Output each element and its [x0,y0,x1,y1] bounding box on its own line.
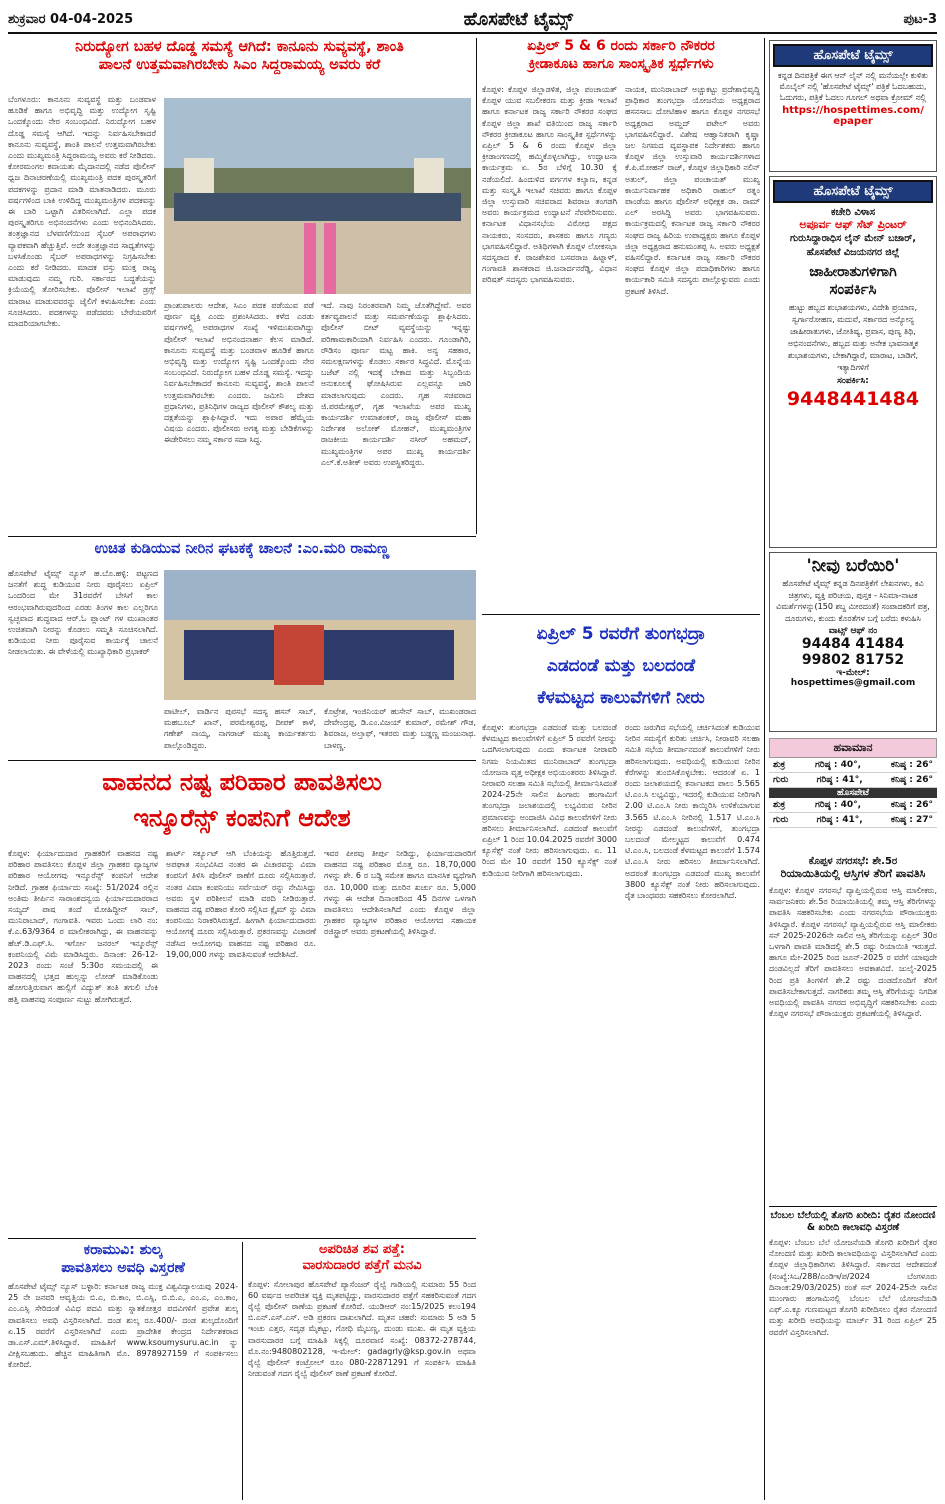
article3-col1: ಹೊಸಪೇಟೆ ಟೈಮ್ಸ್ ನ್ಯೂಸ್ ಹ.ಬೊ.ಹಳ್ಳಿ: ಪಟ್ಟಣದ ಜನತೆಗೆ ಶುದ್ಧ ಕುಡಿಯುವ ನೀರು ಪೂರೈಸಲು ಏಪ್ರಿಲ್ ಒಂದರಿಂದ ಮೇ 31ರವರೆಗೆ ಬೇಸಿಗೆ ಕಾಲ ಆರಂಭವಾಗಿರುವುದರಿಂದ ಎರಡು ತಿಂಗಳ ಕಾಲ ಎಲ್ಲರಿಗೂ ಸ್ವಚ್ಛವಾದ ಶುದ್ಧವಾದ ಆರ್.ಓ ಪ್ಲಾಂಟ್ ಗಳ ಮುಖಾಂತರ ಉಚಿತವಾಗಿ ನೀರನ್ನು ಕೊಡಲು ಸಮ್ಮತಿ ಸೂಚಿಸಲಾಗಿದೆ. ಕುಡಿಯುವ ನೀರು ಪೂರೈಸುವ ಕಾರ್ಯಕ್ಕೆ ಚಾಲನೆ ನೀಡಲಾಯಿತು. ಈ ವೇಳೆಯಲ್ಲಿ ಮುಖ್ಯಾಧಿಕಾರಿ ಪ್ರಭಾಕರ್ [8,569,158,657]
weather-row-1b [769,773,937,788]
whatsapp-phone-1[interactable]: 94484 41484 [801,636,905,652]
weather-min: ಕನಿಷ್ಠ : 27° [890,815,933,825]
weather-max: ಗರಿಷ್ಠ : 40°, [815,800,862,810]
article-govt-sports-meet [482,38,760,614]
article2-headline-line2: ಕ್ರೀಡಾಕೂಟ ಹಾಗೂ ಸಾಂಸ್ಕೃತಿಕ ಸ್ಪರ್ಧೆಗಳು [528,55,714,72]
weather-row-1a [769,758,937,773]
article7-body: ಕೊಪ್ಪಳ: ಸೋಲಾಪುರ ಹೊಸಪೇಟೆ ಪ್ಯಾಸೆಂಜರ್ ರೈಲ್ವೆ ಗಾಡಿಯಲ್ಲಿ ಸುಮಾರು 55 ರಿಂದ 60 ವರ್ಷದ ಅಪರಿಚಿತ ವ್ಯಕ್ತಿ ಮೃತಪಟ್ಟಿದ್ದು, ವಾರಸುದಾರರ ಪತ್ತೆಗೆ ಸಹಕರಿಸುವಂತೆ ಗದಗ ರೈಲ್ವೆ ಪೊಲೀಸ್ ಠಾಣೆಯ ಪ್ರಕಟಣೆ ಕೋರಿದೆ. ಯುಡಿಆರ್ ನಂ:15/2025 ಕಲಂ194 ಬಿ.ಎನ್.ಎಸ್.ಎಸ್. ಅಡಿ ಪ್ರಕರಣ ದಾಖಲಾಗಿದೆ. ಮೃತನ ಚಹರೆ: ಸುಮಾರು 5 ಅಡಿ 5 ಇಂಚು ಎತ್ತರ, ಸದೃಢ ಮೈಕಟ್ಟು, ಗೋಧಿ ಮೈಬಣ್ಣ, ದುಂಡು ಮುಖ. ಈ ಮೃತ ವ್ಯಕ್ತಿಯ ವಾರಸುದಾರರ ಬಗ್ಗೆ ಮಾಹಿತಿ ಸಿಕ್ಕಲ್ಲಿ ದೂರವಾಣಿ ಸಂಖ್ಯೆ: 08372-278744, ಮೊ.ನಂ:9480802128, ಇ-ಮೇಲ್: gadagrly@ksp.gov.in ಅಥವಾ ರೈಲ್ವೆ ಪೊಲೀಸ್ ಕಂಟ್ರೋಲ್ ರೂಂ 080-22871291 ಗೆ ಸಂಪರ್ಕಿಸಿ ಮಾಹಿತಿ ನೀಡುವಂತೆ ಗದಗ ರೈಲ್ವೆ ಪೊಲೀಸ್ ಠಾಣೆ ಪ್ರಕಟಣೆ ಕೋರಿದೆ. [248,1279,476,1379]
article-insurance-order [8,764,476,1236]
weather-box [769,738,937,850]
weather-max: ಗರಿಷ್ಠ : 41°, [816,775,863,785]
article5-col1: ಕೊಪ್ಪಳ: ತುಂಗಭದ್ರಾ ಎಡದಂಡೆ ಮತ್ತು ಬಲದಂಡೆ ಕೆಳಮಟ್ಟದ ಕಾಲುವೆಗಳಿಗೆ ಏಪ್ರಿಲ್ 5 ರವರೆಗೆ ನೀರನ್ನು ಒದಗಿಸಲಾಗುವುದು ಎಂದು ಕರ್ನಾಟಕ ನೀರಾವರಿ ನಿಗಮ ನಿಯಮಿತದ ಮುನಿರಾಬಾದ್ ತುಂಗಭದ್ರಾ ಯೋಜನಾ ವೃತ್ತ ಅಧೀಕ್ಷಕ ಅಭಿಯಂತರರು ತಿಳಿಸಿದ್ದಾರೆ. ನೀರಾವರಿ ಸಲಹಾ ಸಮಿತಿ ಸಭೆಯಲ್ಲಿ ತೀರ್ಮಾನಿಸಿದಂತೆ 2024-25ನೇ ಸಾಲಿನ ಹಿಂಗಾರು ಹಂಗಾಮಿಗೆ ತುಂಗಭದ್ರಾ ಜಲಾಶಯದಲ್ಲಿ ಲಭ್ಯವಿರುವ ನೀರಿನ ಪ್ರಮಾಣವನ್ನು ಅಂದಾಜಿಸಿ ವಿವಿಧ ಕಾಲುವೆಗಳಿಗೆ ನೀರು ಹರಿಸಲು ತೀರ್ಮಾನಿಸಲಾಗಿದೆ. ಎಡದಂಡೆ ಕಾಲುವೆಗೆ ಏಪ್ರಿಲ್ 1 ರಿಂದ 10.04.2025 ರವರೆಗೆ 3000 ಕ್ಯೂಸೆಕ್ಸ್ ನಂತೆ ನೀರು ಹರಿಸಲಾಗುವುದು. ಏ. 11 ರಿಂದ ಮೇ 10 ರವರೆಗೆ 150 ಕ್ಯೂಸೆಕ್ಸ್ ನಂತೆ ಕುಡಿಯುವ ನೀರಿಗಾಗಿ ಹರಿಸಲಾಗುವುದು. [482,723,617,878]
article1-col3: ಇದೆ. ನಾವು ನಿರಂತರವಾಗಿ ನಿಮ್ಮ ಜೊತೆಗಿದ್ದೇವೆ. ಅವರ ಕರ್ತವ್ಯಪಾಲನೆ ಮತ್ತು ಸಮರ್ಪಣೆಯನ್ನು ಶ್ಲಾಘಿಸಿದರು. ಪೊಲೀಸ್ ಬೀಟ್ ವ್ಯವಸ್ಥೆಯನ್ನು ಇನ್ನಷ್ಟು ಪರಿಣಾಮಕಾರಿಯಾಗಿ ನಿರ್ವಹಿಸಿ ಎಂದರು. ಗೂಂಡಾಗಿರಿ, ರೌಡಿಸಂ ಪೂರ್ಣ ಮಟ್ಟ ಹಾಕಿ. ಅನ್ಯ ಸಹಕಾರ, ಸಮಲಕ್ಷಣಗಳನ್ನು ಕೊಡಲು ಸರ್ಕಾರ ಸಿದ್ಧವಿದೆ. ಮೊನ್ನೆಯ ಬಜೆಟ್ ನಲ್ಲಿ ಇದಕ್ಕೆ ಬೇಕಾದ ಮತ್ತು ಸಿಬ್ಬಂದಿಯ ಅನುಕೂಲಕ್ಕೆ ಘೋಷಿಸಿರುವ ಎಲ್ಲವನ್ನೂ ಜಾರಿ ಮಾಡಲಾಗುವುದು ಎಂದರು. ಗೃಹ ಸಚಿವರಾದ ಜಿ.ಪರಮೇಶ್ವರ್, ಗೃಹ ಇಲಾಖೆಯ ಅಪರ ಮುಖ್ಯ ಕಾರ್ಯದರ್ಶಿ ಉಮಾಶಂಕರ್, ರಾಜ್ಯ ಪೊಲೀಸ್ ಮಹಾ ನಿರ್ದೇಶಕ ಅಲೋಕ್ ಮೋಹನ್, ಮುಖ್ಯಮಂತ್ರಿಗಳ ರಾಜಕೀಯ ಕಾರ್ಯದರ್ಶಿ ನಸೀರ್ ಅಹಮದ್, ಮುಖ್ಯಮಂತ್ರಿಗಳ ಅಪರ ಮುಖ್ಯ ಕಾರ್ಯದರ್ಶಿ ಎಲ್.ಕೆ.ಅತೀಕ್ ಅವರು ಉಪಸ್ಥಿತರಿದ್ದರು. [321,301,471,467]
article1-col2: ಪ್ರಾಂಶುಪಾಲರು ಆದೇಶ, ಸಿಎಂ ಪದಕ ಪಡೆಯುವ ಪಡೆ ಪೂರ್ಣ ವ್ಯಕ್ತಿ ಎಂದು ಪ್ರಶಂಸಿಸಿದರು. ಕಳೆದ ಎರಡು ವರ್ಷಗಳಲ್ಲಿ ಅಪರಾಧಗಳ ಸಂಖ್ಯೆ ಇಳಿಮುಖವಾಗಿದ್ದು ಪೊಲೀಸ್ ಇಲಾಖೆ ಅಭಿನಂದನಾರ್ಹ ಕೆಲಸ ಮಾಡಿದೆ. ಕಾನೂನು ಸುವ್ಯವಸ್ಥೆ ಮತ್ತು ಬಂಡವಾಳ ಹೂಡಿಕೆ ಹಾಗೂ ಅಭಿವೃದ್ಧಿ ಮತ್ತು ಉದ್ಯೋಗ ಸೃಷ್ಟಿ ಒಂದಕ್ಕೊಂದು ನೇರ ಸಂಬಂಧವಿದೆ. ನಿರುದ್ಯೋಗ ಬಹಳ ದೊಡ್ಡ ಸಮಸ್ಯೆ. ಇದನ್ನು ನಿರ್ವಹಿಸಬೇಕಾದರೆ ಕಾನೂನು ಸುವ್ಯವಸ್ಥೆ, ಶಾಂತಿ ಪಾಲನೆ ಉತ್ತಮವಾಗಿರಬೇಕು ಎಂದರು. ಜಮೀನಿ ದೇಶದ ಪ್ರಧಾನಿಗಳು, ಪ್ರತಿನಿಧಿಗಳ ರಾಜ್ಯದ ಪೊಲೀಸ್ ಕೌಶಲ್ಯ ಮತ್ತು ದಕ್ಷತೆಯನ್ನು ಶ್ಲಾಘಿಸಿದ್ದಾರೆ. ಇದು ಅಪಾರ ಹೆಮ್ಮೆಯ ವಿಷಯ ಎಂದರು. ಪೊಲೀಸರು ಅಗತ್ಯ ಮತ್ತು ಬೇಡಿಕೆಗಳನ್ನು ಈಡೇರಿಸಲು ನಮ್ಮ ಸರ್ಕಾರ ಸದಾ ಸಿದ್ಧ. [164,301,314,445]
whatsapp-phone-2[interactable]: 99802 81752 [801,652,905,668]
article1-headline-line2: ಪಾಲನೆ ಉತ್ತಮವಾಗಿರಬೇಕು ಸಿಎಂ ಸಿದ್ದರಾಮಯ್ಯ ಅವರು ಕರೆ [98,57,381,74]
toor-dal-headline: ಬೆಂಬಲ ಬೆಲೆಯಲ್ಲಿ ತೊಗರಿ ಖರೀದಿ: ರೈತರ ನೋಂದಣಿ & ಖರೀದಿ ಕಾಲಾವಧಿ ವಿಸ್ತರಣೆ [770,1210,936,1233]
article1-headline-line1: ನಿರುದ್ಯೋಗ ಬಹಳ ದೊಡ್ಡ ಸಮಸ್ಯೆ ಆಗಿದೆ: ಕಾನೂನು ಸುವ್ಯವಸ್ಥೆ, ಶಾಂತಿ [75,39,404,55]
group-photo-illustration [164,570,476,700]
weather-max: ಗರಿಷ್ಠ : 40°, [815,760,862,770]
you-write-title: 'ನೀವು ಬರೆಯಿರಿ' [806,556,900,576]
article6-headline-line2: ಪಾವತಿಸಲು ಅವಧಿ ವಿಸ್ತರಣೆ [61,1259,185,1276]
sidebar-toor-dal-story [769,1210,937,1500]
article5-headline-line2: ಎಡದಂಡೆ ಮತ್ತು ಬಲದಂಡೆ [546,656,696,676]
article-ksou-fee [8,1242,238,1500]
police-parade-photo [164,98,471,294]
weather-min: ಕನಿಷ್ಠ : 26° [890,760,933,770]
weather-min: ಕನಿಷ್ಠ : 26° [890,800,933,810]
ads-services-list: ಹುಟ್ಟು ಹಬ್ಬದ ಶುಭಾಶಯಗಳು, ವಿದೇಶಿ ಪ್ರಯಾಣ, ಸ್ವರ್ಗಾರೋಹಣ, ಮದುವೆ, ಸರ್ಕಾರದ ಅನ್ಯೋನ್ಯ ಜಾಹೀರಾತುಗಳು, ಜೋತಿಷ್ಯ, ಪ್ರವಾಸ, ಪುಣ್ಯ ತಿಥಿ, ಅಭಿನಂದನೆಗಳು, ಹಬ್ಬದ ಮತ್ತು ಅನೇಕ ಭಾವನಾತ್ಮಕ ಶುಭಾಶಯಗಳು, ಬೇಕಾಗಿದ್ದಾರೆ, ಮಾರಾಟ, ಬಾಡಿಗೆ, ಇತ್ಯಾದಿಗಳಿಗೆ [787,303,919,372]
sidebar-ad-contact [769,176,937,548]
article4-headline-line1: ವಾಹನದ ನಷ್ಟ ಪರಿಹಾರ ಪಾವತಿಸಲು [102,768,382,796]
office-address-label: ಕಚೇರಿ ವಿಳಾಸ [830,207,876,218]
weather-day: ಶುಕ್ರ [773,800,786,810]
article6-headline-line1: ಕರಾಮುವಿ: ಶುಲ್ಕ [83,1242,163,1258]
sidebar-epaper-ad [769,40,937,172]
article4-headline-line2: ಇನ್ಶೂರೆನ್ಸ್ ಕಂಪನಿಗೆ ಆದೇಶ [133,804,351,832]
office-address: ಗುರುಸಿದ್ದಾರಾಧಿಸ ಲೈನ್ ಮೇನ್ ಬಜಾರ್, ಹೊಸಪೇಟೆ ವಿಜಯನಗರ ಜಿಲ್ಲೆ [790,233,916,258]
water-unit-inauguration-photo [164,570,476,700]
paper-name: ಹೊಸಪೇಟೆ ಟೈಮ್ಸ್ [463,8,574,30]
weather-day: ಶುಕ್ರ [773,760,786,770]
column-divider [242,1242,244,1500]
article3-col2: ಪಾಟೀಲ್, ವಾರ್ಡಿನ ಪುರಸಭೆ ಸದಸ್ಯ ಹಸನ್ ಸಾಬ್, ಮಹಬೂಬ್ ಖಾನ್, ಪರಮೇಶ್ವರಪ್ಪ, ದೀಪಕ್ ಕಾಳೆ, ಗಣೇಶ್ ನಾಯ್ಕ, ನಾಗರಾಜ್ ಮುಖ್ಯ ಕಾರ್ಯಕರ್ತರು ಪಾಲ್ಗೊಂಡಿದ್ದರು. [164,707,316,750]
article2-col1: ಕೊಪ್ಪಳ: ಕೊಪ್ಪಳ ಜಿಲ್ಲಾಡಳಿತ, ಜಿಲ್ಲಾ ಪಂಚಾಯತ್ ಕೊಪ್ಪಳ ಯುವ ಸಬಲೀಕರಣ ಮತ್ತು ಕ್ರೀಡಾ ಇಲಾಖೆ ಹಾಗೂ ಕರ್ನಾಟಕ ರಾಜ್ಯ ಸರ್ಕಾರಿ ನೌಕರರ ಸಂಘದ ಕೊಪ್ಪಳ ಜಿಲ್ಲಾ ಶಾಖೆ ವತಿಯಿಂದ ರಾಜ್ಯ ಸರ್ಕಾರಿ ನೌಕರರ ಕ್ರೀಡಾಕೂಟ ಹಾಗೂ ಸಾಂಸ್ಕೃತಿಕ ಸ್ಪರ್ಧೆಗಳನ್ನು ಏಪ್ರಿಲ್ 5 & 6 ರಂದು ಕೊಪ್ಪಳ ಜಿಲ್ಲಾ ಕ್ರೀಡಾಂಗಣದಲ್ಲಿ ಹಮ್ಮಿಕೊಳ್ಳಲಾಗಿದ್ದು, ಉದ್ಘಾಟನಾ ಕಾರ್ಯಕ್ರಮ ಏ. 5ರ ಬೆಳಿಗ್ಗೆ 10.30 ಕ್ಕೆ ನಡೆಯಲಿದೆ. ಹಿಂದುಳಿದ ವರ್ಗಗಳ ಕಲ್ಯಾಣ, ಕನ್ನಡ ಮತ್ತು ಸಂಸ್ಕೃತಿ ಇಲಾಖೆ ಸಚಿವರು ಹಾಗೂ ಕೊಪ್ಪಳ ಜಿಲ್ಲಾ ಉಸ್ತುವಾರಿ ಸಚಿವರಾದ ಶಿವರಾಜ ತಂಗಡಗಿ ಅವರು ಕಾರ್ಯಕ್ರಮದ ಉದ್ಘಾಟನೆ ನೆರವೇರಿಸುವರು. ಕರ್ನಾಟಕ ವಿಧಾನಸಭೆಯ ವಿರೋಧ ಪಕ್ಷದ ನಾಯಕರು, ಸಂಸದರು, ಶಾಸಕರು ಹಾಗೂ ಗಣ್ಯರು ಭಾಗವಹಿಸಲಿದ್ದಾರೆ. ಅತಿಥಿಗಳಾಗಿ ಕೊಪ್ಪಳ ಲೋಕಸಭಾ ಸದಸ್ಯರಾದ ಕೆ. ರಾಜಶೇಖರ ಬಸವರಾಜ ಹಿಟ್ನಾಳ್, ಗಂಗಾವತಿ ಶಾಸಕರಾದ ಜಿ.ಜನಾರ್ದನರೆಡ್ಡಿ, ವಿಧಾನ ಪರಿಷತ್ ಸದಸ್ಯರು ಭಾಗವಹಿಸುವರು. [482,85,617,285]
article6-body: ಹೊಸಪೇಟೆ ಟೈಮ್ಸ್ ನ್ಯೂಸ್ ಬಳ್ಳಾರಿ: ಕರ್ನಾಟಕ ರಾಜ್ಯ ಮುಕ್ತ ವಿಶ್ವವಿದ್ಯಾಲಯವು 2024-25 ನೇ ಜನವರಿ ಆವೃತ್ತಿಯ ಬಿ.ಎ, ಬಿ.ಕಾಂ, ಬಿ.ಎಸ್ಸಿ, ಬಿ.ಬಿ.ಎ, ಎಂ.ಎ, ಎಂ.ಕಾಂ, ಎಂ.ಎಸ್ಸಿ ಸೇರಿದಂತೆ ವಿವಿಧ ಪದವಿ ಮತ್ತು ಸ್ನಾತಕೋತ್ತರ ಪದವಿಗಳಿಗೆ ಪ್ರವೇಶ ಶುಲ್ಕ ಪಾವತಿಸಲು ಅವಧಿ ವಿಸ್ತರಿಸಲಾಗಿದೆ. ದಂಡ ಶುಲ್ಕ ರೂ.400/- ದಂಡ ಶುಲ್ಕದೊಂದಿಗೆ ಏ.15 ರವರೆಗೆ ವಿಸ್ತರಿಸಲಾಗಿದೆ ಎಂದು ಪ್ರಾದೇಶಿಕ ಕೇಂದ್ರದ ನಿರ್ದೇಶಕರಾದ ಡಾ.ಎಸ್.ಎಮ್.ತಿಳಿಸಿದ್ದಾರೆ. ಮಾಹಿತಿಗೆ www.ksoumysuru.ac.in ನ್ನು ವೀಕ್ಷಿಸಬಹುದು. ಹೆಚ್ಚಿನ ಮಾಹಿತಿಗಾಗಿ ಮೊ. 8978927159 ಗೆ ಸಂಪರ್ಕಿಸಲು ಕೋರಿದೆ. [8,1282,238,1370]
weather-day: ಗುರು [773,775,789,785]
epaper-url-path[interactable]: epaper [833,116,873,127]
sidebar-property-tax-story [769,856,937,1204]
police-parade-illustration [164,98,471,294]
ads-contact-heading: ಸಂಪರ್ಕಿಸಿ [829,280,877,298]
article5-headline-line1: ಏಪ್ರಿಲ್ 5 ರವರೆಗೆ ತುಂಗಭದ್ರಾ [536,624,706,644]
printer-name: ಅಪೂರ್ವ ಆಫ್ ಸೆಟ್ ಪ್ರಿಂಟರ್ [799,218,907,231]
divider [482,614,760,616]
weather-city-hospet: ಹೊಸಪೇಟೆ [769,788,937,798]
ads-phone[interactable]: 9448441484 [786,388,920,410]
weather-min: ಕನಿಷ್ಠ : 26° [890,775,933,785]
epaper-url[interactable]: https://hospettimes.com/ [782,105,924,116]
article-tungabhadra-water [482,618,760,1500]
weather-title: ಹವಾಮಾನ [769,738,937,758]
article1-headline [8,38,471,74]
article4-col3: ಇವರ ಪೀಠವು ತೀರ್ಪು ನೀಡಿದ್ದು, ಫಿರ್ಯಾದುದಾರರಿಗೆ ವಾಹನದ ನಷ್ಟ ಪರಿಹಾರ ಮೊತ್ತ ರೂ. 18,70,000 ಗಳನ್ನು ಶೇ. 6 ರ ಬಡ್ಡಿ ಸಮೇತ ಹಾಗೂ ಮಾನಸಿಕ ವ್ಯಥೆಗಾಗಿ ರೂ. 10,000 ಮತ್ತು ದೂರಿನ ಖರ್ಚು ರೂ. 5,000 ಗಳನ್ನು ಈ ಆದೇಶ ದಿನಾಂಕದಿಂದ 45 ದಿನಗಳ ಒಳಗಾಗಿ ಪಾವತಿಸಲು ಆದೇಶಿಸಲಾಗಿದೆ ಎಂದು ಕೊಪ್ಪಳ ಜಿಲ್ಲಾ ಗ್ರಾಹಕರ ವ್ಯಾಜ್ಯಗಳ ಪರಿಹಾರ ಆಯೋಗದ ಸಹಾಯಕ ರಜಿಸ್ಟ್ರಾರ್ ಅವರು ಪ್ರಕಟಣೆಯಲ್ಲಿ ತಿಳಿಸಿದ್ದಾರೆ. [324,849,476,937]
weather-row-2b [769,813,937,828]
article2-col2: ನಾಯಕ, ಮುನಿರಾಬಾದ್ ಅಚ್ಚುಕಟ್ಟು ಪ್ರದೇಶಾಭಿವೃದ್ಧಿ ಪ್ರಾಧಿಕಾರ ತುಂಗಭದ್ರಾ ಯೋಜನೆಯ ಅಧ್ಯಕ್ಷರಾದ ಹಸನಸಾಬ ದೋಟಿಹಾಳ ಹಾಗೂ ಕೊಪ್ಪಳ ನಗರಸಭೆ ಅಧ್ಯಕ್ಷರಾದ ಅಮ್ಜದ್ ಪಟೇಲ್ ಅವರು ಭಾಗವಹಿಸಲಿದ್ದಾರೆ. ವಿಶೇಷ ಆಹ್ವಾನಿತರಾಗಿ ಕೃಷ್ಣಾ ಜಲ ನಿಗಮದ ವ್ಯವಸ್ಥಾಪಕ ನಿರ್ದೇಶಕರು ಹಾಗೂ ಕೊಪ್ಪಳ ಜಿಲ್ಲಾ ಉಸ್ತುವಾರಿ ಕಾರ್ಯದರ್ಶಿಗಳಾದ ಕೆ.ಪಿ.ಮೋಹನ್ ರಾಜ್, ಕೊಪ್ಪಳ ಜಿಲ್ಲಾಧಿಕಾರಿ ನಲಿನ್ ಅತುಲ್, ಜಿಲ್ಲಾ ಪಂಚಾಯತ್ ಮುಖ್ಯ ಕಾರ್ಯನಿರ್ವಾಹಕ ಅಧಿಕಾರಿ ರಾಹುಲ್ ರತ್ನಂ ಪಾಂಡೆಯ ಹಾಗೂ ಪೊಲೀಸ್ ಅಧೀಕ್ಷಕ ಡಾ. ರಾಮ್ ಎಲ್ ಅರಸಿದ್ದಿ ಅವರು ಭಾಗವಹಿಸುವರು. ಕಾರ್ಯಕ್ರಮದಲ್ಲಿ ಕರ್ನಾಟಕ ರಾಜ್ಯ ಸರ್ಕಾರಿ ನೌಕರರ ಸಂಘದ ರಾಜ್ಯ ಹಿರಿಯ ಉಪಾಧ್ಯಕ್ಷರು ಹಾಗೂ ಕೊಪ್ಪಳ ಜಿಲ್ಲಾ ಅಧ್ಯಕ್ಷರಾದ ಹನುಮಂತಪ್ಪ ಸಿ. ಅವರು ಅಧ್ಯಕ್ಷತೆ ವಹಿಸಲಿದ್ದಾರೆ. ಕರ್ನಾಟಕ ರಾಜ್ಯ ಸರ್ಕಾರಿ ನೌಕರರ ಸಂಘದ ಕೊಪ್ಪಳ ಜಿಲ್ಲಾ ಪದಾಧಿಕಾರಿಗಳು ಹಾಗೂ ಕಾರ್ಯಕಾರಿ ಸಮಿತಿ ಸದಸ್ಯರು ಪಾಲ್ಗೊಳ್ಳುವರು ಎಂದು ಪ್ರಕಟಣೆ ತಿಳಿಸಿದೆ. [625,85,760,296]
article-cm-unemployment [8,38,471,534]
article-free-drinking-water [8,540,476,758]
article3-headline: ಉಚಿತ ಕುಡಿಯುವ ನೀರಿನ ಘಟಕಕ್ಕೆ ಚಾಲನೆ :ಎಂ.ಮರಿ ರಾಮಣ್ಣ [94,541,390,557]
property-tax-headline: ರಿಯಾಯಿತಿಯಲ್ಲಿ ಆಸ್ತಿಗಳ ತೆರಿಗೆ ಪಾವತಿಸಿ [780,867,926,880]
property-tax-kicker: ಕೊಪ್ಪಳ ನಗರಸಭೆ: ಶೇ.5ರ [808,856,898,867]
you-write-text: ಹೊಸಪೇಟೆ ಟೈಮ್ಸ್ ಕನ್ನಡ ದಿನಪತ್ರಿಕೆಗೆ ಲೇಖನಗಳು, ಕವಿ ಚಿತ್ರಗಳು, ವ್ಯಕ್ತಿ ಪರಿಚಯ, ಪುಸ್ತಕ - ಸಿನಿಮಾ-ನಾಟಕ ವಿಮರ್ಶೆಗಳನ್ನು(150 ಶಬ್ದ ಮೀರದಂತೆ) ಸಂಪಾದಕರಿಗೆ ಪತ್ರ, ದೂರುಗಳು, ಕುಂದು ಕೊರತೆಗಳ ಬಗ್ಗೆ ಬರೆದು ಕಳುಹಿಸಿ [776,579,930,623]
issue-date: ಶುಕ್ರವಾರ 04-04-2025 [8,11,134,27]
page-number: ಪುಟ-3 [903,11,937,27]
toor-dal-body: ಕೊಪ್ಪಳ: ಬೆಂಬಲ ಬೆಲೆ ಯೋಜನೆಯಡಿ ತೊಗರಿ ಖರೀದಿಗೆ ರೈತರ ನೋಂದಣಿ ಮತ್ತು ಖರೀದಿ ಕಾಲಾವಧಿಯನ್ನು ವಿಸ್ತರಿಸಲಾಗಿದೆ ಎಂದು ಕೊಪ್ಪಳ ಜಿಲ್ಲಾಧಿಕಾರಿಗಳು ತಿಳಿಸಿದ್ದಾರೆ. ಸರ್ಕಾರದ ಆದೇಶದಂತೆ (ಸಂಖ್ಯೆ:ಸಿಒ/288/ಎಂಡಿಇ/ಪ/2024 ಬೆಂಗಳೂರು ದಿನಾಂಕ:29/03/2025) ರಂತೆ ಸನ್ 2024-25ನೇ ಸಾಲಿನ ಮುಂಗಾರು ಹಂಗಾಮಿನಲ್ಲಿ ಬೆಂಬಲ ಬೆಲೆ ಯೋಜನೆಯಡಿ ಎಫ್.ಎ.ಕ್ಯೂ ಗುಣಮಟ್ಟದ ತೊಗರಿ ಖರೀದಿಸಲು ರೈತರ ನೋಂದಣಿ ಮತ್ತು ಖರೀದಿ ಅವಧಿಯನ್ನು ಮಾರ್ಚ್ 31 ರಿಂದ ಏಪ್ರಿಲ್ 25 ರವರೆಗೆ ವಿಸ್ತರಿಸಲಾಗಿದೆ. [769,1238,937,1337]
divider [8,536,476,538]
divider [8,1238,476,1240]
sidebar-you-write [769,552,937,732]
property-tax-body: ಕೊಪ್ಪಳ: ಕೊಪ್ಪಳ ನಗರಸಭೆ ವ್ಯಾಪ್ತಿಯಲ್ಲಿರುವ ಆಸ್ತಿ ಮಾಲೀಕರು, ಸಾರ್ವಜನಿಕರು ಶೇ.5ರ ರಿಯಾಯಿತಿಯಲ್ಲಿ ತಮ್ಮ ಆಸ್ತಿ ತೆರಿಗೆಗಳನ್ನು ಪಾವತಿಸಿ ಸಹಕರಿಸಬೇಕು ಎಂದು ನಗರಸಭೆಯ ಪೌರಾಯುಕ್ತರು ತಿಳಿಸಿದ್ದಾರೆ. ಕೊಪ್ಪಳ ನಗರಸಭೆ ವ್ಯಾಪ್ತಿಯಲ್ಲಿರುವ ಆಸ್ತಿ ಮಾಲೀಕರು ಸನ್ 2025-2026ನೇ ಸಾಲಿನ ಆಸ್ತಿ ತೆರಿಗೆಯನ್ನು ಏಪ್ರಿಲ್ 30ರ ಒಳಗಾಗಿ ಪಾವತಿ ಮಾಡಿದಲ್ಲಿ ಶೇ.5 ರಷ್ಟು ರಿಯಾಯಿತಿ ಇರುತ್ತದೆ. ಹಾಗೂ ಮೇ-2025 ರಿಂದ ಜೂನ್-2025 ರ ವರೆಗೆ ಯಾವುದೇ ದಂಡವಿಲ್ಲದೆ ತೆರಿಗೆ ಪಾವತಿಸಲು ಅವಕಾಶವಿದೆ. ಜುಲೈ-2025 ರಿಂದ ಪ್ರತಿ ತಿಂಗಳಿಗೆ ಶೇ.2 ರಷ್ಟು ದಂಡದೊಂದಿಗೆ ತೆರಿಗೆ ಪಾವತಿಸಬೇಕಾಗುತ್ತದೆ. ನಾಗರಿಕರು ತಮ್ಮ ಆಸ್ತಿ ತೆರಿಗೆಯನ್ನು ನಿಗದಿತ ಅವಧಿಯಲ್ಲಿ ಪಾವತಿಸಿ ನಗರದ ಅಭಿವೃದ್ಧಿಗೆ ಸಹಕರಿಸಬೇಕು ಎಂದು ಕೊಪ್ಪಳ ನಗರಸಭೆ ಪೌರಾಯುಕ್ತರು ಪ್ರಕಟಣೆಯಲ್ಲಿ ತಿಳಿಸಿದ್ದಾರೆ. [769,886,937,1019]
weather-day: ಗುರು [773,815,789,825]
article4-col2: ಶಾರ್ಟ್ ಸರ್ಕ್ಯೂಟ್ ಆಗಿ ಬೆಂಕಿಯನ್ನು ಹೊತ್ತಿರುತ್ತದೆ. ಅಪಘಾತ ಸಂಭವಿಸಿದ ನಂತರ ಈ ವಿಚಾರವನ್ನು ವಿಮಾ ಕಂಪನಿಗೆ ತಿಳಿಸಿ ಪೊಲೀಸ್ ಠಾಣೆಗೆ ದೂರು ಸಲ್ಲಿಸಿರುತ್ತಾರೆ. ನಂತರ ವಿಮಾ ಕಂಪನಿಯು ಸರ್ವೆಯರ್ ರನ್ನು ನೇಮಿಸಿದ್ದು ಅವರು ಸ್ಥಳ ಪರಿಶೀಲನೆ ಮಾಡಿ ವರದಿ ನೀಡಿರುತ್ತಾರೆ. ವಾಹನದ ನಷ್ಟ ಪರಿಹಾರ ಕೋರಿ ಸಲ್ಲಿಸಿದ ಕ್ಲೈಮ್ ನ್ನು ವಿಮಾ ಕಂಪನಿಯು ನಿರಾಕರಿಸಿರುತ್ತದೆ. ಹೀಗಾಗಿ ಫಿರ್ಯಾದುದಾರರು ಆಯೋಗಕ್ಕೆ ದೂರು ಸಲ್ಲಿಸಿರುತ್ತಾರೆ. ಪ್ರಕರಣವನ್ನು ವಿಚಾರಣೆ ನಡೆಸಿದ ಆಯೋಗವು ವಾಹನದ ನಷ್ಟ ಪರಿಹಾರ ರೂ. 19,00,000 ಗಳನ್ನು ಪಾವತಿಸುವಂತೆ ಆದೇಶಿಸಿದೆ. [166,849,316,959]
column-divider-right [764,38,766,1500]
article5-col2: ರಂದು ಜರುಗಿದ ಸಭೆಯಲ್ಲಿ ಚರ್ಚಿಸಿದಂತೆ ಕುಡಿಯುವ ನೀರಿನ ಸಮಸ್ಯೆಗೆ ಕುರಿತು ಚರ್ಚಿಸಿ, ನೀರಾವರಿ ಸಲಹಾ ಸಮಿತಿ ಸಭೆಯ ತೀರ್ಮಾನದಂತೆ ಕಾಲುವೆಗಳಿಗೆ ನೀರು ಹರಿಸಲಾಗುವುದು. ಅವಧಿಯಲ್ಲಿ ಕುಡಿಯುವ ನೀರಿನ ಕೆರೆಗಳನ್ನು ತುಂಬಿಸಿಕೊಳ್ಳಬೇಕು. ಆದರಂತೆ ಏ. 1 ರಂದು ಜಲಾಶಯದಲ್ಲಿ ಕರ್ನಾಟಕದ ಪಾಲು 5.565 ಟಿ.ಎಂ.ಸಿ ಲಭ್ಯವಿದ್ದು, ಇದರಲ್ಲಿ ಕುಡಿಯುವ ನೀರಿಗಾಗಿ 2.00 ಟಿ.ಎಂ.ಸಿ ನೀರು ಕಾಯ್ದಿರಿಸಿ ಉಳಿಕೆಯಾಗುವ 3.565 ಟಿ.ಎಂ.ಸಿ ನೀರಿನಲ್ಲಿ 1.517 ಟಿ.ಎಂ.ಸಿ ನೀರನ್ನು ಎಡದಂಡೆ ಕಾಲುವೆಗಳಿಗೆ, ತುಂಗಭದ್ರಾ ಬಲದಂಡೆ ಮೇಲ್ಮಟ್ಟದ ಕಾಲುವೆಗೆ 0.474 ಟಿ.ಎಂ.ಸಿ, ಬಲದಂಡೆ ಕೆಳಮಟ್ಟದ ಕಾಲುವೆಗೆ 1.574 ಟಿ.ಎಂ.ಸಿ ನೀರು ಹರಿಸಲು ತೀರ್ಮಾನಿಸಲಾಗಿದೆ. ಅದರಂತೆ ತುಂಗಭದ್ರಾ ಎಡದಂಡೆ ಮುಖ್ಯ ಕಾಲುವೆಗೆ 3800 ಕ್ಯೂಸೆಕ್ಸ್ ನಂತೆ ನೀರು ಹರಿಸಲಾಗುವುದು. ರೈತ ಬಾಂಧವರು ಸಹಕರಿಸಲು ಕೋರಲಾಗಿದೆ. [625,723,760,901]
article4-col1: ಕೊಪ್ಪಳ: ಫಿರ್ಯಾದುದಾರ ಗ್ರಾಹಕರಿಗೆ ವಾಹನದ ನಷ್ಟ ಪರಿಹಾರ ಪಾವತಿಸಲು ಕೊಪ್ಪಳ ಜಿಲ್ಲಾ ಗ್ರಾಹಕರ ವ್ಯಾಜ್ಯಗಳ ಪರಿಹಾರ ಆಯೋಗವು ಇನ್ಶೂರೆನ್ಸ್ ಕಂಪನಿಗೆ ಆದೇಶ ನೀಡಿದೆ. ಗ್ರಾಹಕ ಫಿರ್ಯಾದು ಸಂಖ್ಯೆ: 51/2024 ರಲ್ಲಿನ ಅಂತಿಮ ತೀರ್ಪಿನ ಸಾರಾಂಶದನ್ವಯ ಫಿರ್ಯಾದುದಾರರಾದ ಸಯ್ಯದ್ ಪಾಷ ತಂದೆ ಮೋಹಿದ್ದೀನ್ ಸಾಬ್, ಮುನಿರಾಬಾದ್, ಗಂಗಾವತಿ. ಇವರು ಒಂದು ಲಾರಿ ನಂ: ಕೆ.ಎ.63/9364 ರ ಮಾಲೀಕರಾಗಿದ್ದು, ಈ ವಾಹನವನ್ನು ಹೆಚ್.ಡಿ.ಎಫ್.ಸಿ. ಇರ್ಗೋ ಜನರಲ್ ಇನ್ಶೂರೆನ್ಸ್ ಕಂಪನಿಯಲ್ಲಿ ವಿಮೆ ಮಾಡಿಸಿದ್ದರು. ದಿನಾಂಕ: 26-12-2023 ರಂದು ಸಂಜೆ 5:30ರ ಸಮಯದಲ್ಲಿ ಈ ವಾಹನದಲ್ಲಿ ಭತ್ತದ ಹುಲ್ಲನ್ನು ಲೋಡ್ ಮಾಡಿಕೊಂಡು ಹೋಗುತ್ತಿರುವಾಗ ಹುಲ್ಲಿಗೆ ವಿದ್ಯುತ್ ತಂತಿ ತಗುಲಿ ಬೆಂಕಿ ಹತ್ತಿ ವಾಹನವು ಸಂಪೂರ್ಣ ಸುಟ್ಟು ಹೋಗಿರುತ್ತದೆ. [8,849,158,1004]
article3-col3: ಕೊಟ್ರೇಶ, ಇಂಜಿನಿಯರ್ ಹುಸೇನ್ ಸಾಬ್, ಮುಖಂಡರಾದ ದೇವೇಂದ್ರಪ್ಪ, ಡಿ.ಎಂ.ವಿಜಯ್ ಕುಮಾರ್, ರಮೇಶ್ ಗೌಡ, ಶಿವರಾಜ, ಅಲ್ತಾಫ್, ಇತರರು ಮತ್ತು ಬಡ್ಡಣ್ಣ ಮಂಜುನಾಥ. ಬಾಳಣ್ಣ. [324,707,476,750]
sidebar-divider [769,1206,937,1208]
article6-headline [8,1242,238,1277]
epaper-ad-title: ಹೊಸಪೇಟೆ ಟೈಮ್ಸ್ [773,44,933,67]
ads-call-heading: ಜಾಹೀರಾತುಗಳಿಗಾಗಿ [809,264,897,280]
column-divider [476,38,478,534]
article7-headline [248,1242,476,1275]
contact-email[interactable]: ಇ-ಮೇಲ್: hospettimes@gmail.com [790,668,916,688]
article-unidentified-body [248,1242,476,1500]
masthead [8,6,937,34]
article2-headline [482,38,760,73]
epaper-ad-text: ಕನ್ನಡ ದಿನಪತ್ರಿಕೆ ಈಗ ಆನ್ ಲೈನ್ ನಲ್ಲಿ ಮನೆಯಲ್ಲೇ ಕುಳಿತು ಮೊಬೈಲ್ ನಲ್ಲಿ 'ಹೊಸಪೇಟೆ ಟೈಮ್ಸ್' ಪತ್ರಿಕೆ ಓದಬಹುದು, ಓದುಗರು, ಪತ್ರಿಕೆ ಓದಲು ಗೂಗಲ್ ಅಥವಾ ಕ್ರೋಮ್ ನಲ್ಲಿ [778,71,928,102]
article5-headline [482,618,760,714]
article1-col1: ಬೆಂಗಳೂರು: ಕಾನೂನು ಸುವ್ಯವಸ್ಥೆ ಮತ್ತು ಬಂಡವಾಳ ಹೂಡಿಕೆ ಹಾಗೂ ಅಭಿವೃದ್ಧಿ ಮತ್ತು ಉದ್ಯೋಗ ಸೃಷ್ಟಿ ಒಂದಕ್ಕೊಂದು ನೇರ ಸಂಬಂಧವಿದೆ. ನಿರುದ್ಯೋಗ ಬಹಳ ದೊಡ್ಡ ಸಮಸ್ಯೆ ಆಗಿದೆ. ಇದನ್ನು ನಿರ್ವಹಿಸಬೇಕಾದರೆ ಕಾನೂನು ಸುವ್ಯವಸ್ಥೆ, ಶಾಂತಿ ಪಾಲನೆ ಉತ್ತಮವಾಗಿರಬೇಕು ಎಂದು ಮುಖ್ಯಮಂತ್ರಿ ಸಿದ್ದರಾಮಯ್ಯ ಅವರು ಕರೆ ನೀಡಿದರು. ಕೋರಮಂಗಲ ಕವಾಯತು ಮೈದಾನದಲ್ಲಿ ನಡೆದ ಪೊಲೀಸ್ ಧ್ವಜ ದಿನಾಚರಣೆಯಲ್ಲಿ ಮುಖ್ಯಮಂತ್ರಿ ಪದಕ ಪುರಸ್ಕೃತರಿಗೆ ಪದಕಗಳನ್ನು ಪ್ರದಾನ ಮಾಡಿ ಮಾತನಾಡಿದರು. ಮೂರು ವರ್ಷಗಳಿಂದ ಬಾಕಿ ಉಳಿದಿದ್ದ ಮುಖ್ಯಮಂತ್ರಿಗಳ ಪದಕವನ್ನು ಈ ಬಾರಿ ಒಟ್ಟಾಗಿ ವಿತರಿಸಲಾಗಿದೆ. ಎಲ್ಲಾ ಪದಕ ಪುರಸ್ಕೃತರಿಗೂ ಅಭಿನಂದನೆಗಳು ಎಂದು ಅಭಿನಂದಿಸಿದರು. ತಂತ್ರಜ್ಞಾನದ ಬೆಳವಣಿಗೆಯಿಂದ ಸೈಬರ್ ಅಪರಾಧಗಳು ವ್ಯಾಪಕವಾಗಿ ಹೆಚ್ಚುತ್ತಿವೆ. ಅದೇ ತಂತ್ರಜ್ಞಾನದ ಸಾಧ್ಯತೆಗಳನ್ನು ಬಳಸಿಕೊಂಡು ಸೈಬರ್ ಅಪರಾಧಗಳನ್ನು ನಿಗ್ರಹಿಸಬೇಕು ಎಂದು ಕರೆ ನೀಡಿದರು. ಮಾದಕ ವಸ್ತು ಮುಕ್ತ ರಾಜ್ಯ ಮಾಡುವುದು ನಮ್ಮ ಗುರಿ. ಸರ್ಕಾರದ ಬದ್ಧತೆಯನ್ನು ಕ್ರಿಯೆಯಲ್ಲಿ ತೋರಿಸಬೇಕು. ಪೊಲೀಸ್ ಇಲಾಖೆ ಡ್ರಗ್ಸ್ ಮಾರಾಟ ಮಾಡುವವರನ್ನು ಜೈಲಿಗೆ ಕಳುಹಿಸಬೇಕು ಎಂದು ಸೂಚಿಸಿದರು. ಪದಕಗಳನ್ನು ಪಡೆದವರು ಬೇರೆಯವರಿಗೆ ಮಾದರಿಯಾಗಬೇಕು. [8,95,156,329]
whatsapp-label: ವಾಟ್ಸ್ ಆಫ್ ನಂ [828,626,878,636]
article2-headline-line1: ಏಪ್ರಿಲ್ 5 & 6 ರಂದು ಸರ್ಕಾರಿ ನೌಕರರ [527,38,715,54]
article7-headline-line2: ವಾರಸುದಾರರ ಪತ್ತೆಗೆ ಮನವಿ [302,1258,422,1274]
ad-contact-title: ಹೊಸಪೇಟೆ ಟೈಮ್ಸ್ [773,180,933,203]
divider [8,760,476,762]
weather-max: ಗರಿಷ್ಠ : 41°, [816,815,863,825]
article5-headline-line3: ಕೆಳಮಟ್ಟದ ಕಾಲುವೆಗಳಿಗೆ ನೀರು [537,688,705,708]
ads-contact-label: ಸಂಪರ್ಕಿಸಿ: [837,376,869,386]
weather-row-2a [769,798,937,813]
article4-headline [8,764,476,836]
article7-headline-line1: ಅಪರಿಚಿತ ಶವ ಪತ್ತೆ: [319,1242,405,1257]
